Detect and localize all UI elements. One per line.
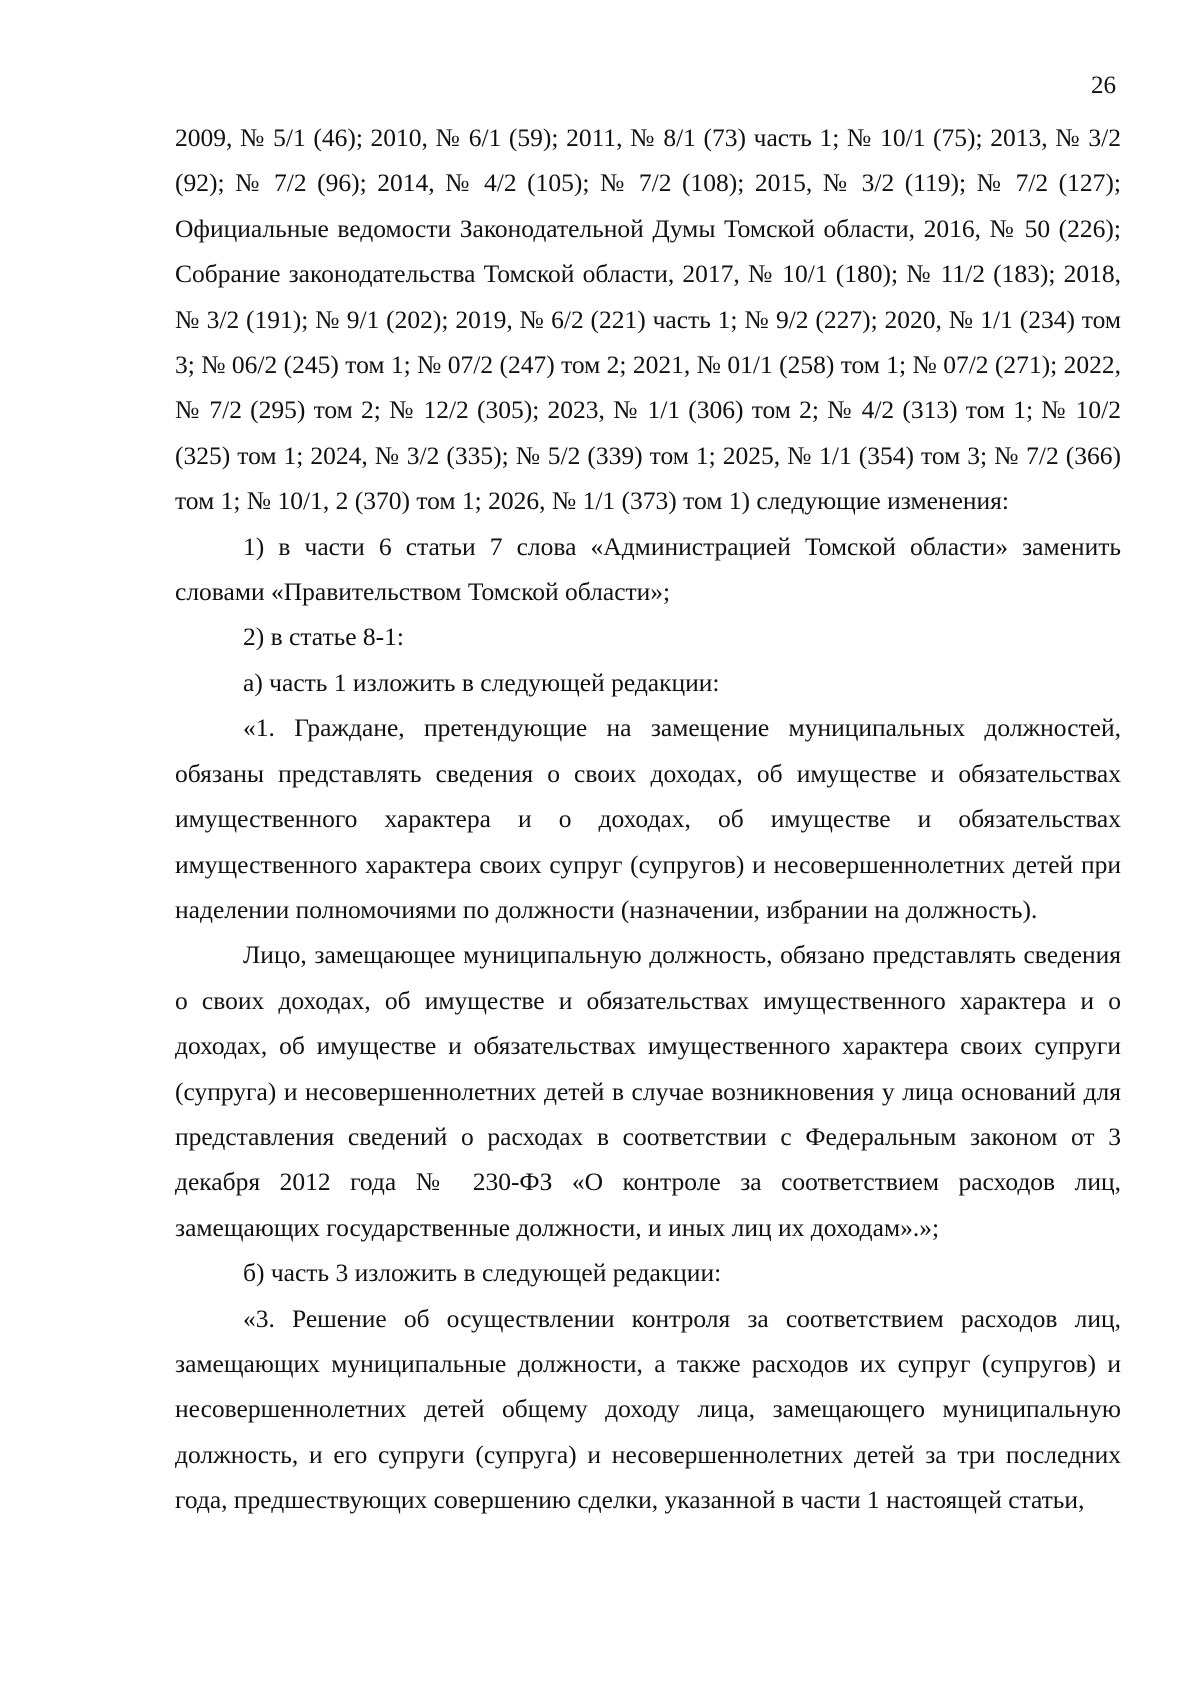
document-body xyxy=(175,115,1121,1523)
paragraph-part-1-first: «1. Граждане, претендующие на замещение муниципальных должностей, обязаны представлять сведения о своих доходах, об имуществе и обязательствах имущественного характера и о доходах, об имуществе и обязательствах имущественного характера своих супруг (супругов) и несовершеннолетних детей при наделении полномочиями по должности (назначении, избрании на должность). xyxy=(175,713,1121,924)
page-number: 26 xyxy=(1091,72,1116,99)
paragraph-item-2: 2) в статье 8-1: xyxy=(243,622,405,652)
paragraph-item-2b: б) часть 3 изложить в следующей редакции: xyxy=(243,1258,722,1288)
paragraph-part-3-first: «3. Решение об осуществлении контроля за соответствием расходов лиц, замещающих муниципальные должности, а также расходов их супруг (супругов) и несовершеннолетних детей общему доходу лица, замещающего муниципальную должность, и его супруги (супруга) и несовершеннолетних детей за три последних года, предшествующих совершению сделки, указанной в части 1 настоящей статьи, xyxy=(175,1303,1121,1515)
paragraph-intro: 2009, № 5/1 (46); 2010, № 6/1 (59); 2011, № 8/1 (73) часть 1; № 10/1 (75); 2013, № 3/2 (92); № 7/2 (96); 2014, № 4/2 (105); № 7/2 (108); 2015, № 3/2 (119); № 7/2 (127); Официальные ведомости Законодательной Думы Томской области, 2016, № 50 (226); Собрание законодательства Томской области, 2017, № 10/1 (180); № 11/2 (183); 2018, № 3/2 (191); № 9/1 (202); 2019, № 6/2 (221) часть 1; № 9/2 (227); 2020, № 1/1 (234) том 3; № 06/2 (245) том 1; № 07/2 (247) том 2; 2021, № 01/1 (258) том 1; № 07/2 (271); 2022, № 7/2 (295) том 2; № 12/2 (305); 2023, № 1/1 (306) том 2; № 4/2 (313) том 1; № 10/2 (325) том 1; 2024, № 3/2 (335); № 5/2 (339) том 1; 2025, № 1/1 (354) том 3; № 7/2 (366) том 1; № 10/1, 2 (370) том 1; 2026, № 1/1 (373) том 1) следующие изменения: xyxy=(175,123,1121,516)
paragraph-item-2a: а) часть 1 изложить в следующей редакции: xyxy=(243,667,720,697)
paragraph-part-1-second: Лицо, замещающее муниципальную должность, обязано представлять сведения о своих доходах, об имуществе и обязательствах имущественного характера и о доходах, об имуществе и обязательствах имущественного характера своих супруги (супруга) и несовершеннолетних детей в случае возникновения у лица оснований для представления сведений о расходах в соответствии с Федеральным законом от 3 декабря 2012 года № 230-ФЗ «О контроле за соответствием расходов лиц, замещающих государственные должности, и иных лиц их доходам».»; xyxy=(175,940,1121,1242)
paragraph-item-1: 1) в части 6 статьи 7 слова «Администрацией Томской области» заменить словами «Правительством Томской области»; xyxy=(175,531,1121,607)
